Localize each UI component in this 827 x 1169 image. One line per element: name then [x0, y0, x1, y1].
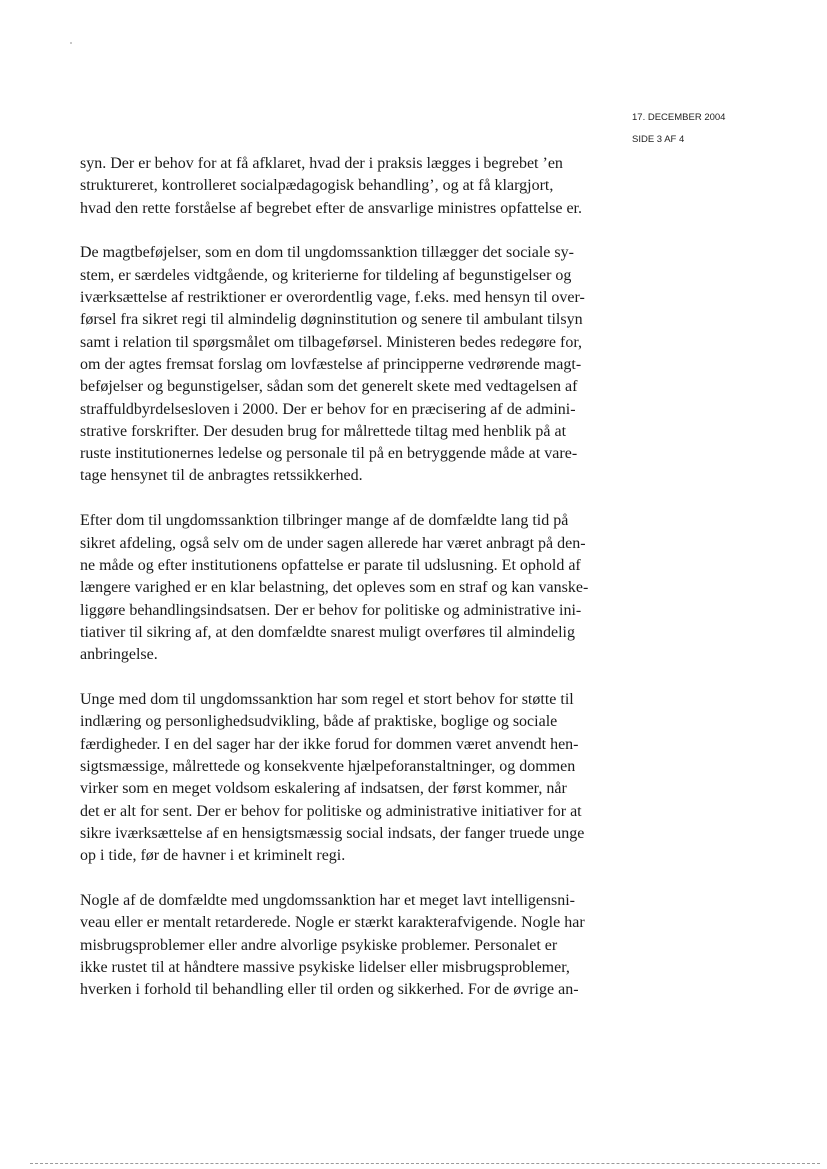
text-line: op i tide, før de havner i et kriminelt regi.	[80, 847, 346, 865]
paragraph-1	[80, 153, 620, 220]
text-line: sikre iværksættelse af en hensigtsmæssig social indsats, der fanger truede unge	[80, 824, 585, 842]
text-line: strative forskrifter. Der desuden brug for målrettede tiltag med henblik på at	[80, 422, 567, 440]
text-line: iværksættelse af restriktioner er overordentlig vage, f.eks. med hensyn til over-	[80, 289, 585, 307]
text-line: førsel fra sikret regi til almindelig døgninstitution og senere til ambulant tilsyn	[80, 311, 583, 329]
text-line: anbringelse.	[80, 646, 158, 664]
text-line: sigtsmæssige, målrettede og konsekvente hjælpeforanstaltninger, og dommen	[80, 757, 576, 775]
paragraph-4	[80, 689, 620, 867]
text-line: længere varighed er en klar belastning, det opleves som en straf og kan vanske-	[80, 579, 589, 597]
text-line: indlæring og personlighedsudvikling, både af praktiske, boglige og sociale	[80, 713, 558, 731]
text-line: Nogle af de domfældte med ungdomssanktion har et meget lavt intelligensni-	[80, 891, 575, 909]
page-number: SIDE 3 AF 4	[632, 134, 685, 145]
text-line: det er alt for sent. Der er behov for politiske og administrative initiativer for at	[80, 802, 582, 820]
text-line: om der agtes fremsat forslag om lovfæstelse af principperne vedrørende magt-	[80, 355, 582, 373]
text-line: ruste institutionernes ledelse og personale til på en betryggende måde at vare-	[80, 445, 578, 463]
page-header	[632, 107, 725, 151]
document-date: 17. DECEMBER 2004	[632, 112, 726, 123]
text-line: De magtbeføjelser, som en dom til ungdomssanktion tillægger det sociale sy-	[80, 244, 574, 262]
text-line: hvad den rette forståelse af begrebet efter de ansvarlige ministres opfattelse er.	[80, 199, 582, 217]
text-line: beføjelser og begunstigelser, sådan som det generelt skete med vedtagelsen af	[80, 378, 578, 396]
paragraph-3	[80, 510, 620, 666]
text-line: liggøre behandlingsindsatsen. Der er behov for politiske og administrative ini-	[80, 601, 582, 619]
text-line: hverken i forhold til behandling eller til orden og sikkerhed. For de øvrige an-	[80, 981, 579, 999]
text-line: tage hensynet til de anbragtes retssikkerhed.	[80, 467, 363, 485]
text-line: misbrugsproblemer eller andre alvorlige psykiske problemer. Personalet er	[80, 936, 558, 954]
text-line: struktureret, kontrolleret socialpædagogisk behandling’, og at få klargjort,	[80, 177, 554, 195]
text-line: syn. Der er behov for at få afklaret, hvad der i praksis lægges i begrebet ’en	[80, 155, 563, 172]
text-line: tiativer til sikring af, at den domfældte snarest muligt overføres til almindelig	[80, 623, 575, 641]
text-line: samt i relation til spørgsmålet om tilbageførsel. Ministeren bedes redegøre for,	[80, 333, 583, 351]
text-line: Unge med dom til ungdomssanktion har som regel et stort behov for støtte til	[80, 691, 574, 709]
text-line: straffuldbyrdelsesloven i 2000. Der er behov for en præcisering af de admini-	[80, 400, 576, 418]
scan-edge-line	[30, 1163, 820, 1164]
text-line: virker som en meget voldsom eskalering af indsatsen, der først kommer, når	[80, 780, 567, 798]
text-line: Efter dom til ungdomssanktion tilbringer mange af de domfældte lang tid på	[80, 512, 569, 530]
text-line: veau eller er mentalt retarderede. Nogle er stærkt karakterafvigende. Nogle har	[80, 914, 585, 932]
text-line: ne måde og efter institutionens opfattelse er parate til udslusning. Et ophold af	[80, 556, 581, 574]
text-line: færdigheder. I en del sager har der ikke forud for dommen været anvendt hen-	[80, 735, 579, 753]
scan-speck	[70, 42, 72, 44]
paragraph-5	[80, 890, 620, 1001]
body-text	[80, 153, 620, 1024]
text-line: sikret afdeling, også selv om de under sagen allerede har været anbragt på den-	[80, 534, 586, 552]
paragraph-2	[80, 242, 620, 487]
text-line: stem, er særdeles vidtgående, og kriterierne for tildeling af begunstigelser og	[80, 266, 572, 284]
text-line: ikke rustet til at håndtere massive psykiske lidelser eller misbrugsproblemer,	[80, 958, 570, 976]
